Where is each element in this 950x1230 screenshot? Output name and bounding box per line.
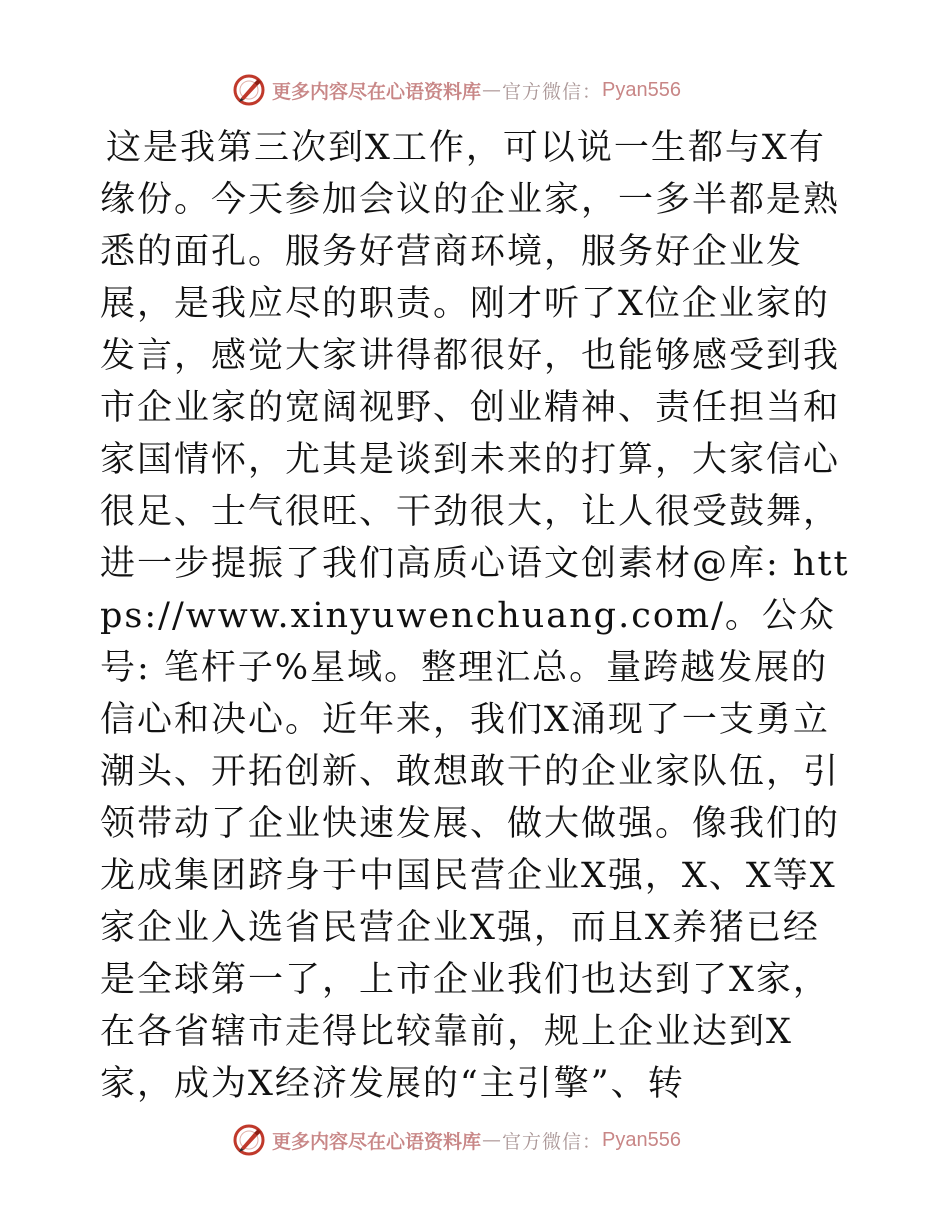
header-banner [232,72,718,108]
writing-badge-icon [232,73,266,107]
site-slogan: 更多内容尽在心语资料库 [272,80,482,103]
wechat-id: Pyan556 [602,78,681,101]
writing-badge-icon [232,1123,266,1157]
site-slogan: 更多内容尽在心语资料库 [272,1130,482,1153]
banner-separator: — [482,1129,502,1151]
footer-banner [232,1122,718,1158]
banner-separator: — [482,79,502,101]
body-paragraph: 这是我第三次到X工作，可以说一生都与X有缘份。今天参加会议的企业家，一多半都是熟悉的面孔。服务好营商环境，服务好企业发展，是我应尽的职责。刚才听了X位企业家的发言，感觉大家讲得都很好，也能够感受到我市企业家的宽阔视野、创业精神、责任担当和家国情怀，尤其是谈到未来的打算，大家信心很足、士气很旺、干劲很大，让人很受鼓舞，进一步提振了我们高质心语文创素材@库: https://www.xinyuwenchuang.com/。公众号: 笔杆子%星域。整理汇总。量跨越发展的信心和决心。近年来，我们X涌现了一支勇立潮头、开拓创新、敢想敢干的企业家队伍，引领带动了企业快速发展、做大做强。像我们的龙成集团跻身于中国民营企业X强，X、X等X家企业入选省民营企业X强，而且X养猪已经是全球第一了，上市企业我们也达到了X家，在各省辖市走得比较靠前，规上企业达到X家，成为X经济发展的“主引擎”、转 [100,128,850,1104]
wechat-id: Pyan556 [602,1128,681,1151]
official-wechat-label: 官方微信： [502,80,603,103]
official-wechat-label: 官方微信： [502,1130,603,1153]
